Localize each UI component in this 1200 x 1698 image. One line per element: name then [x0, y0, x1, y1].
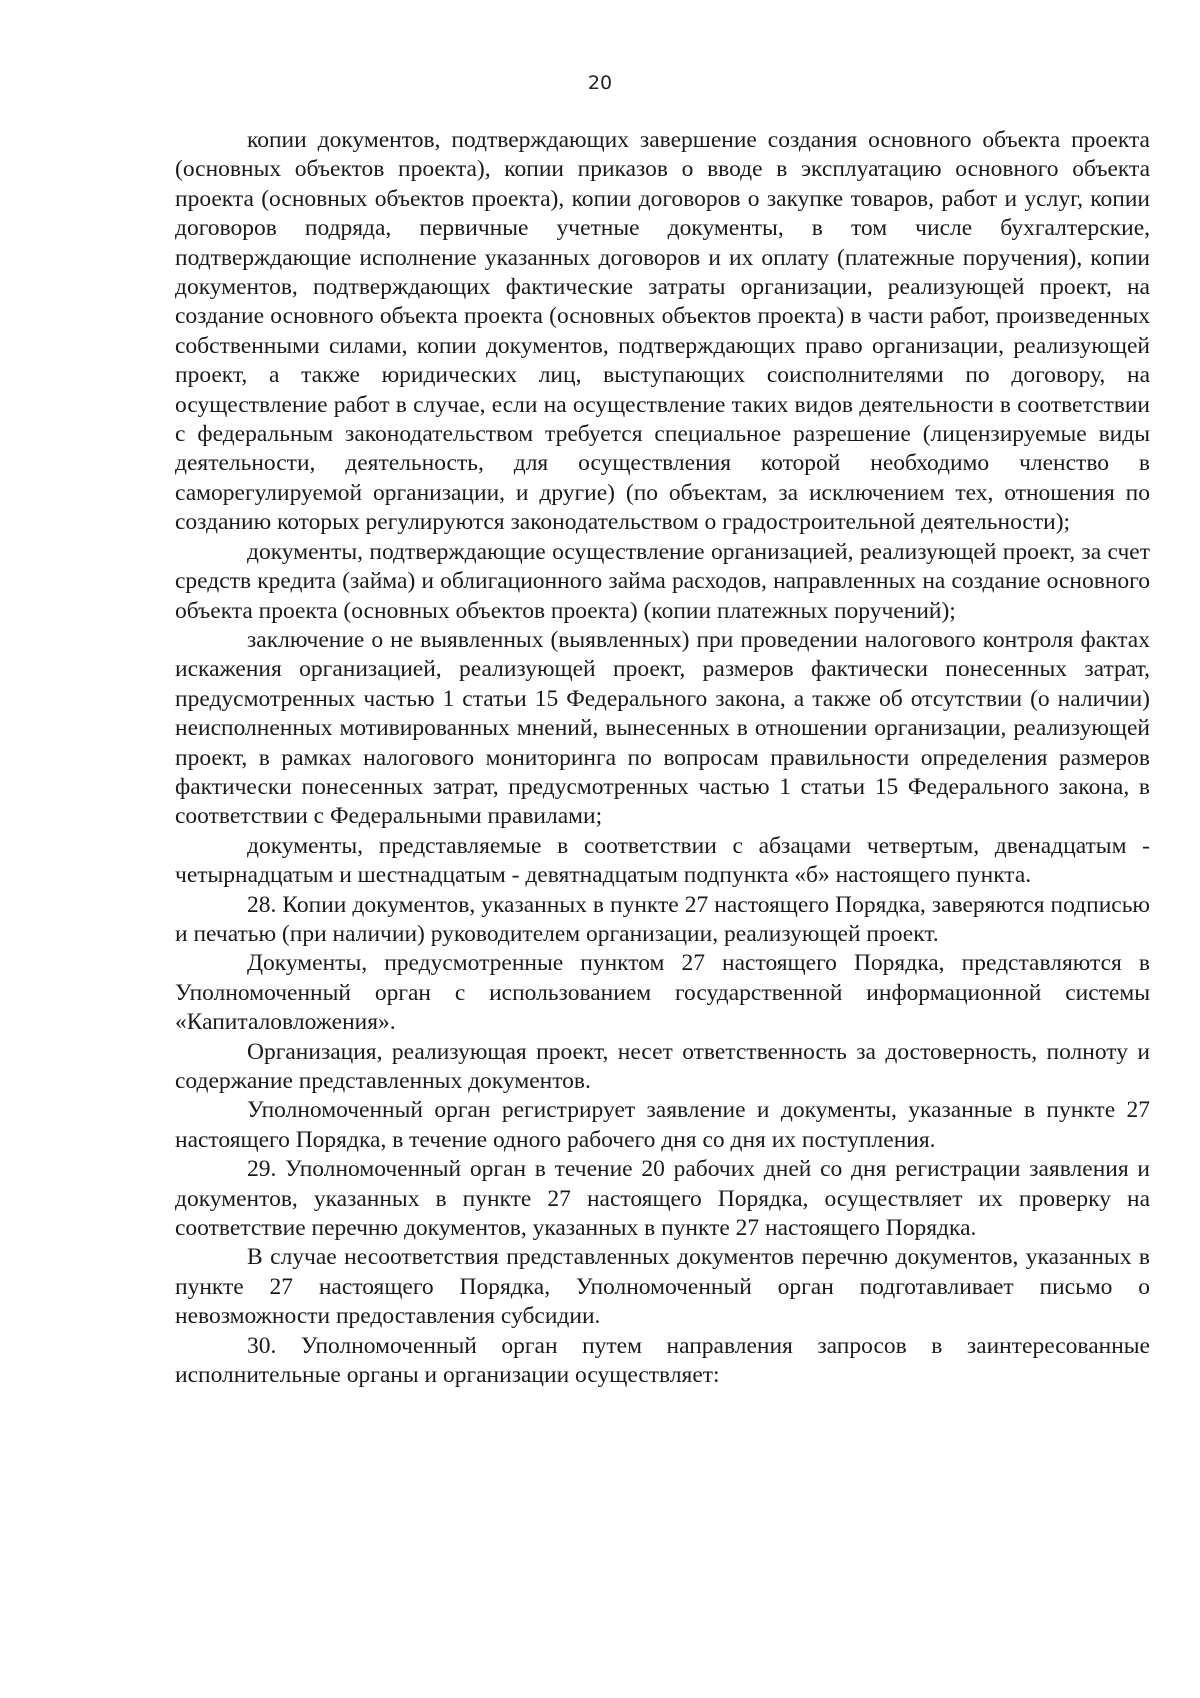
paragraph-item-30: 30. Уполномоченный орган путем направления запросов в заинтересованные исполнительные органы и организации осуществляет:	[175, 1332, 1150, 1389]
paragraph-payment-documents: документы, подтверждающие осуществление организацией, реализующей проект, за счет средств кредита (займа) и облигационного займа расходов, направленных на создание основного объекта проекта (основных объектов проекта) (копии платежных поручений);	[175, 538, 1150, 624]
paragraph-item-28: 28. Копии документов, указанных в пункте 27 настоящего Порядка, заверяются подписью и печатью (при наличии) руководителем организации, реализующей проект.	[175, 891, 1150, 947]
document-body	[175, 126, 1150, 1390]
paragraph-submission-system: Документы, предусмотренные пунктом 27 настоящего Порядка, представляются в Уполномоченный орган с использованием государственной информационной системы «Капиталовложения».	[175, 950, 1150, 1036]
page-number: 20	[587, 72, 613, 94]
paragraph-documents-copies: копии документов, подтверждающих завершение создания основного объекта проекта (основных объектов проекта), копии приказов о вводе в эксплуатацию основного объекта проекта (основных объектов проекта), копии договоров о закупке товаров, работ и услуг, копии договоров подряда, первичные учетные документы, в том числе бухгалтерские, подтверждающие исполнение указанных договоров и их оплату (платежные поручения), копии документов, подтверждающих фактические затраты организации, реализующей проект, на создание основного объекта проекта (основных объектов проекта) в части работ, произведенных собственными силами, копии документов, подтверждающих право организации, реализующей проект, а также юридических лиц, выступающих соисполнителями по договору, на осуществление работ в случае, если на осуществление таких видов деятельности в соответствии с федеральным законодательством требуется специальное разрешение (лицензируемые виды деятельности, деятельность, для осуществления которой необходимо членство в саморегулируемой организации, и другие) (по объектам, за исключением тех, отношения по созданию которых регулируются законодательством о градостроительной деятельности);	[175, 127, 1150, 536]
paragraph-item-29: 29. Уполномоченный орган в течение 20 рабочих дней со дня регистрации заявления и документов, указанных в пункте 27 настоящего Порядка, осуществляет их проверку на соответствие перечню документов, указанных в пункте 27 настоящего Порядка.	[175, 1156, 1150, 1242]
paragraph-registration: Уполномоченный орган регистрирует заявление и документы, указанные в пункте 27 настоящего Порядка, в течение одного рабочего дня со дня их поступления.	[175, 1097, 1150, 1153]
paragraph-documents-subpoint-b: документы, представляемые в соответствии с абзацами четвертым, двенадцатым - четырнадцатым и шестнадцатым - девятнадцатым подпункта «б» настоящего пункта.	[175, 832, 1150, 889]
paragraph-tax-control-conclusion: заключение о не выявленных (выявленных) при проведении налогового контроля фактах искажения организацией, реализующей проект, размеров фактически понесенных затрат, предусмотренных частью 1 статьи 15 Федерального закона, а также об отсутствии (о наличии) неисполненных мотивированных мнений, вынесенных в отношении организации, реализующей проект, в рамках налогового мониторинга по вопросам правильности определения размеров фактически понесенных затрат, предусмотренных частью 1 статьи 15 Федерального закона, в соответствии с Федеральными правилами;	[175, 626, 1150, 830]
paragraph-responsibility: Организация, реализующая проект, несет ответственность за достоверность, полноту и содержание представленных документов.	[175, 1038, 1150, 1094]
paragraph-nonconformity: В случае несоответствия представленных документов перечню документов, указанных в пункте 27 настоящего Порядка, Уполномоченный орган подготавливает письмо о невозможности предоставления субсидии.	[175, 1244, 1150, 1330]
